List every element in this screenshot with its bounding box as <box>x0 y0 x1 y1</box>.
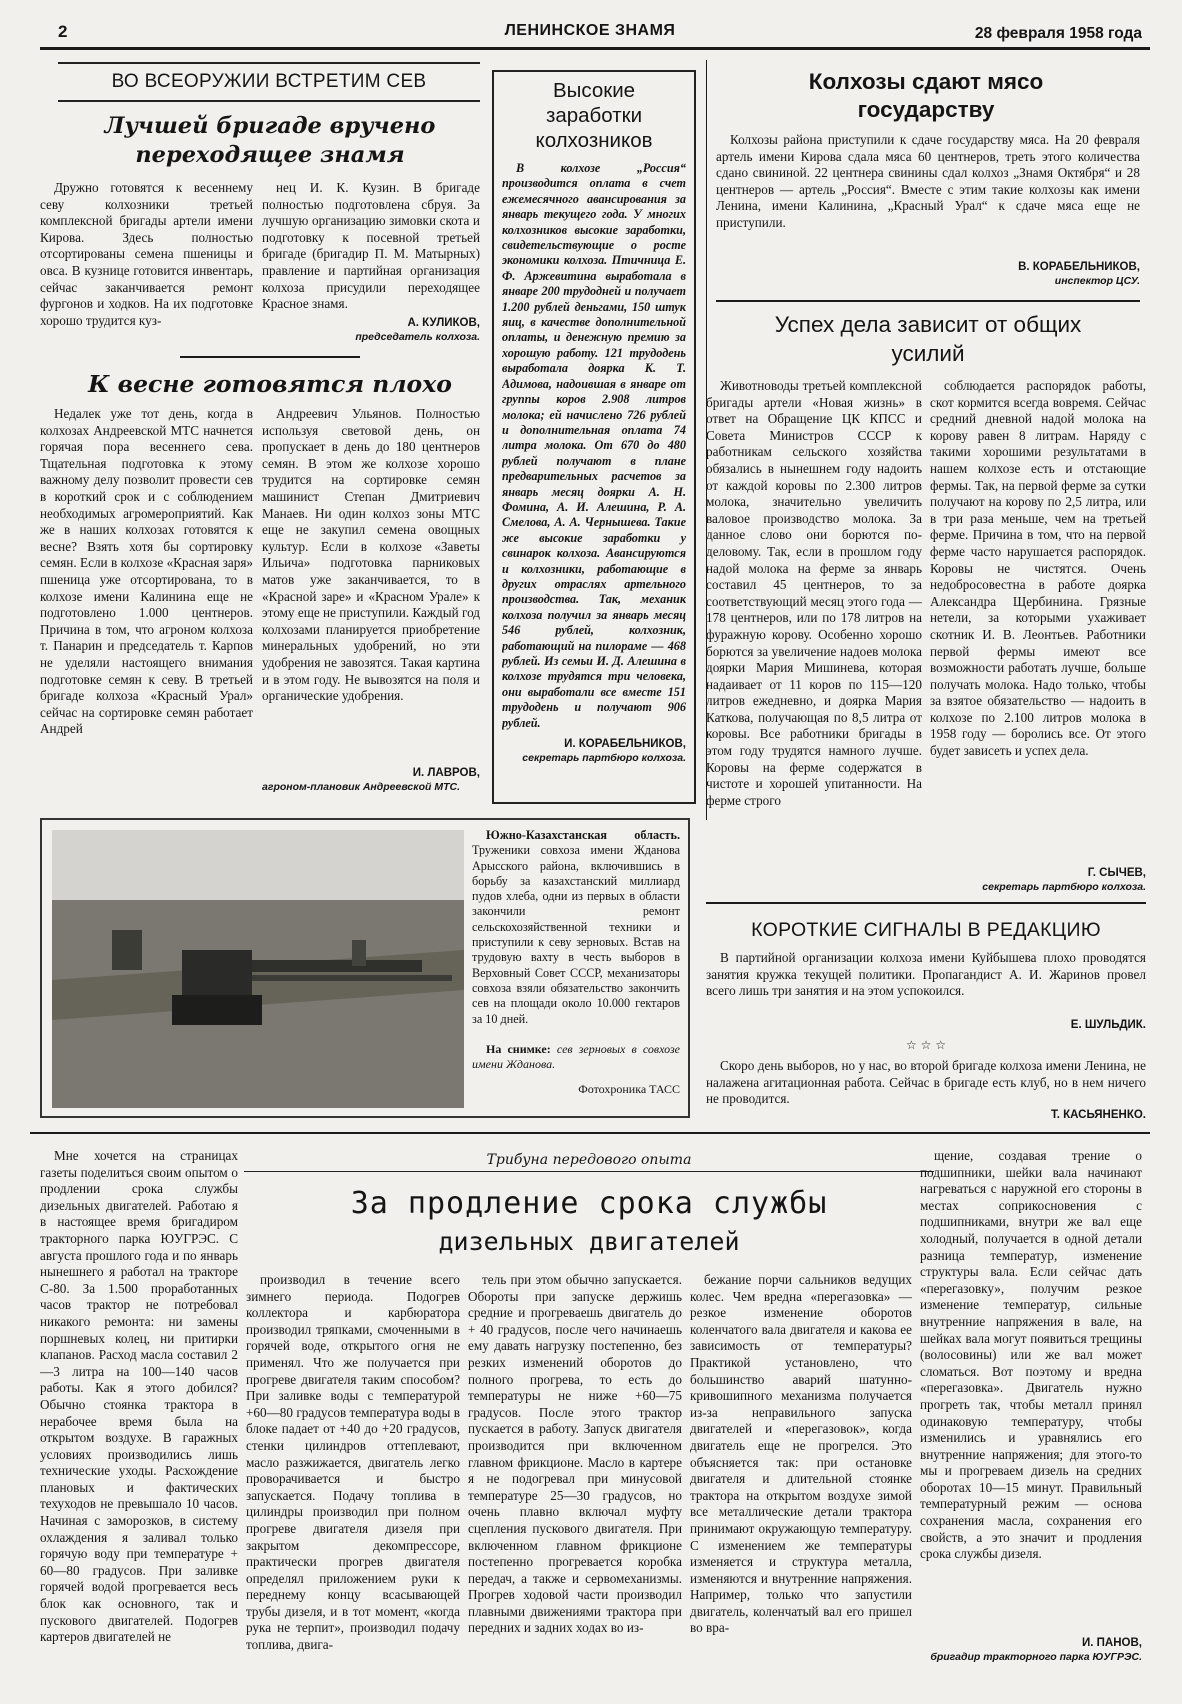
divider <box>716 300 1140 302</box>
tribune-col4: бежание порчи сальников ведущих колес. Чем вредна «перегазовка» — резкое изменение оборотов коленчатого вала двигателя и какова ее зависимость от температуры? Практикой установлено, что большинство аварий шатунно-кривошипного механизма получается из-за неправильного запуска двигателей и «перегазовок», когда двигатель еще не прогрелся. Это объясняется так: при остановке двигателя и длительной стоянке трактора на открытом воздухе зимой все металлические детали трактора принимают окружающую температуру. С изменением же температуры изменяется и структура металла, изменяются и внутренние напряжения. Например, только что запустили двигатель, коленчатый вал его пришел во вра- <box>690 1272 912 1636</box>
article4-headline-line2: государству <box>857 97 995 122</box>
article3-signature <box>502 737 686 765</box>
article3-headline <box>502 78 686 153</box>
article2-sig-title: агроном-плановик Андреевской МТС. <box>262 781 460 793</box>
article3-sig-title: секретарь партбюро колхоза. <box>522 752 686 764</box>
article2-sig-name: И. ЛАВРОВ, <box>412 767 480 779</box>
photo-credit: Фотохроника ТАСС <box>578 1082 680 1096</box>
article5-sig-name: Г. СЫЧЕВ, <box>1087 867 1146 879</box>
article5-headline <box>716 310 1140 372</box>
issue-date: 28 февраля 1958 года <box>974 25 1142 42</box>
article3-box <box>492 70 696 804</box>
tribune-sig-name: И. ПАНОВ, <box>1082 1637 1142 1649</box>
signals-item1-signature: Е. ШУЛЬДИК. <box>1070 1019 1146 1031</box>
photo-subject-text: сев зерновых в совхозе имени Жданова. <box>472 1042 680 1071</box>
tribune-col5: щение, создавая трение о подшипники, шейки вала начинают нагреваться с наружной его стороны в местах соприкосновения с подшипниками, внутри же вал еще холодный, получается в одной детали разница температур, изменение структуры вала. Если сейчас дать «перегазовку», получим резкое изменение температур, сильные внутренние напряжения в вале, на шейках вала могут появиться трещины (волосовины) или же вал может сломаться. Вот поэтому и вредна «перегазовка». Двигатель нужно прогреть так, чтобы металл принял одинаковую температуру, чтобы изменились и уравнялись его внутренние напряжения; для этого-то мы и прогреваем дизель на средних оборотах 10—15 минут. Правильный температурный режим — основа сохранения масла, сохранения его свойств, а это значит и продления срока службы дизеля. <box>920 1148 1142 1562</box>
article5-headline-line2: усилий <box>891 341 965 366</box>
photo-tractor-sowing <box>52 830 464 1108</box>
article1-signature <box>262 316 480 348</box>
tribune-col2: производил в течение всего зимнего периода. Подогрев коллектора и карбюратора производил тряпками, смоченными в горячей воде, открытого огня не применял. Что же получается при прогреве двигателя таким способом? При заливке воды с температурой +60—80 градусов температура воды в блоке падает от +40 до +20 градусов, стенки цилиндров оттеплевают, масло разжижается, двигатель легко проворачивается и быстро запускается. Подачу топлива в цилиндры производил при полном прогреве двигателя дизеля при закрытом декомпрессоре, практически прогрев двигателя определял приложением руки к переднему концу всасывающей трубы дизеля, и в тот момент, «когда рука не терпит», производил подачу топлива, двига- <box>246 1272 460 1653</box>
photo-caption-lead: Южно-Казахстанская область. <box>486 828 680 842</box>
article3-body: В колхозе „Россия“ производится оплата в счет ежемесячного авансирования за январь текущего года. У многих колхозников высокие заработки, свидетельствующие о росте экономики колхоза. Птичница Е. Ф. Аржевитина выработала в январе 200 трудодней и получает 1.200 рублей деньгами, 150 штук яиц, в качестве дополнительной оплаты, и денежную премию за хорошую работу. 121 трудодень выработала доярка К. Т. Адимова, надоившая в январе от группы коров 2.908 литров молока; ей начислено 726 рублей и дополнительная оплата 74 литра молока. От 670 до 480 рублей получают в плане предварительных расчетов за январь месяц доярки А. Н. Фомина, А. И. Алешина, Р. А. Смелова, А. А. Чернышева. Такие же высокие заработки у свинарок колхоза. Авансируются и колхозники, работающие в других отраслях артельного производства. Так, механик колхоза получил за январь месяц 546 рублей, колхозник, работающий на пилораме — 468 рублей. Из семьи И. Д. Алешина в колхозе трудятся три человека, они выработали все вместе 151 трудодень и получают 906 рублей. <box>502 161 686 730</box>
article1-headline-line2: переходящее знамя <box>135 142 405 168</box>
rubric-title: ВО ВСЕОРУЖИИ ВСТРЕТИМ СЕВ <box>111 71 427 92</box>
tribune-sig-title: бригадир тракторного парка ЮУГРЭС. <box>930 1651 1142 1663</box>
article1-sig-title: председатель колхоза. <box>355 331 480 343</box>
divider <box>180 356 360 358</box>
article3-headline-line2: заработки <box>545 104 643 127</box>
divider <box>706 902 1146 904</box>
article4-body: Колхозы района приступили к сдаче государству мяса. На 20 февраля артель имени Кирова сдала мяса 60 центнеров, треть этого количества сдано свининой. 22 центнера свинины сдал колхоз „Знамя Октября“ и 28 центнеров — артель „Россия“. Вместе с этим такие колхозы как имени Ленина, имени Калинина, „Красный Урал“ к сдаче мяса еще не приступили. <box>716 132 1140 230</box>
article1-headline-line1: Лучшей бригаде вручено <box>104 113 436 139</box>
section-rule <box>30 1132 1150 1134</box>
paper-name: ЛЕНИНСКОЕ ЗНАМЯ <box>504 22 676 39</box>
article5-signature <box>930 866 1146 898</box>
article4-headline <box>716 68 1136 128</box>
article1-sig-name: А. КУЛИКОВ, <box>407 317 480 329</box>
article5-headline-line1: Успех дела зависит от общих <box>774 312 1082 337</box>
article5-col2: соблюдается распорядок работы, скот кормится всегда вовремя. Сейчас средний дневной надой молока на корову равен 8 литрам. Наряду с такими хорошими результатами в нашем колхозе есть и отстающие фермы. Так, на первой ферме за сутки получают на корову по 2,5 литра, или в три раза меньше, чем на третьей ферме. Причина в том, что на первой ферме часто нарушается распорядок. Коровы не чистятся. Очень недобросовестна в работе доярка Александра Щербинина. Грязные нетели, за которыми ухаживает скотник И. В. Леонтьев. Работники первой фермы имеют все возможности работать лучше, больше получать молока. Надо только, чтобы за взятое обязательство — надоить в колхозе по 2.100 литров молока в 1958 году — боролись все. От этого будет зависеть и успех дела. <box>930 378 1146 759</box>
article2-headline: К весне готовятся плохо <box>88 370 452 398</box>
article3-sig-name: И. КОРАБЕЛЬНИКОВ, <box>564 738 686 750</box>
masthead-rule <box>40 47 1150 50</box>
photo-frame <box>40 818 690 1118</box>
tribune-signature <box>920 1636 1142 1698</box>
article4-sig-title: инспектор ЦСУ. <box>1054 275 1140 287</box>
article4-sig-name: В. КОРАБЕЛЬНИКОВ, <box>1018 261 1140 273</box>
signals-item2: Скоро день выборов, но у нас, во второй бригаде колхоза имени Ленина, не налажена агитационная работа. Сейчас в бригаде есть клуб, но в нем ничего не проводится. <box>706 1058 1146 1107</box>
article2-col1: Недалек уже тот день, когда в колхозах Андреевской МТС начнется горячая пора весеннего сева. Тщательная подготовка к этому важному делу позволит провести сев в короткий срок и с соблюдением необходимых агромероприятий. Как же в наших колхозах готовятся к весне? Взять хотя бы сортировку семян. Если в колхозе «Красная заря» пшеница уже отсортирована, то в колхозе имени Калинина еще не подготовлено 1.000 центнеров. Причина в том, что агроном колхоза т. Панарин и председатель т. Карпов не уделяли настоящего внимания подготовке семян к севу. В третьей бригаде колхоза «Красный Урал» сейчас на сортировке семян работает Андрей <box>40 406 253 737</box>
article3-headline-line1: Высокие <box>552 79 636 102</box>
photo-subject-label: На снимке: <box>486 1042 551 1056</box>
tribune-col3: тель при этом обычно запускается. Обороты при запуске держишь средние и прогреваешь двигатель до + 40 градусов, после чего начинаешь ему давать нагрузку постепенно, без резких изменений оборотов до полного прогрева, то есть до температуры не ниже +60—75 градусов. После этого трактор пускается в работу. Запуск двигателя производится при включенном главном фрикционе. Масло в картере я не подогревал при минусовой температуре 25—30 градусов, но очень плавно включал муфту сцепления пускового двигателя. При включенном главном фрикционе постепенно прогревается коробка передач, а также и сервомеханизмы. Прогрев ходовой части производил плавными движениями трактора при передних и задних ходах во из- <box>468 1272 682 1636</box>
article1-headline <box>50 112 490 174</box>
article1-col2: нец И. К. Кузин. В бригаде полностью подготовлена сбруя. За лучшую организацию зимовки скота и подготовку к посевной третьей бригаде (бригадир П. М. Матырных) правление и партийная организация колхоза присудили переходящее Красное знамя. <box>262 180 480 312</box>
signals-headline: КОРОТКИЕ СИГНАЛЫ В РЕДАКЦИЮ <box>751 919 1101 941</box>
tribune-headline-line1: За продление срока службы <box>350 1186 828 1221</box>
article2-signature <box>262 766 480 806</box>
photo-subject <box>472 1042 680 1076</box>
article2-col2: Андреевич Ульянов. Полностью используя световой день, он пропускает в день до 180 центнеров семян. В этом же колхозе хорошо трудится на сортировке семян машинист Степан Дмитриевич Манаев. Ни один колхоз зоны МТС еще не закупил семена овощных культур. Если в колхозе «Заветы Ильича» подготовка парниковых матов уже заканчивается, то в «Красной заре» и «Красном Урале» к этому еще не приступили. Каждый год колхозами планируется приобретение минеральных удобрений, но эти удобрения не завозятся. Такая картина и в этом году. Не вывозятся на поля и органические удобрения. <box>262 406 480 704</box>
photo-caption-text: Труженики совхоза имени Жданова Арысского района, включившись в борьбу за казахстанский миллиард пудов хлеба, одни из первых в области закончили ремонт сельскохозяйственной техники и приступили к севу зерновых. Встав на трудовую вахту в честь выборов в Верховный Совет СССР, механизаторы совхоза взяли обязательство закончить сев на площади около 10.000 гектаров за 10 дней. <box>472 843 680 1026</box>
signals-item1: В партийной организации колхоза имени Куйбышева плохо проводятся занятия кружка текущей политики. Пропагандист А. И. Жаринов провел всего лишь три занятия и на этом успокоился. <box>706 950 1146 999</box>
page-number: 2 <box>58 22 68 41</box>
article1-col1: Дружно готовятся к весеннему севу колхозники третьей комплексной бригады артели имени Кирова. Здесь полностью отсортированы семена пшеницы и овса. В кузнице готовится инвентарь, сейчас заканчивается ремонт фургонов и ходков. На их подготовке хорошо трудится куз- <box>40 180 253 328</box>
article5-col1: Животноводы третьей комплексной бригады артели «Новая жизнь» в ответ на Обращение ЦК КПСС и Совета Министров СССР к работникам сельского хозяйства обязались в нынешнем году надоить от каждой коровы по 2.300 литров молока, значительно увеличить валовое производство молока. За данное слово они борются по-деловому. Так, если в прошлом году надой молока на ферме за январь составил 45 центнеров, то за соответствующий месяц этого года — 178 центнеров, или по 178 литров на фуражную корову. Особенно хорошо борются за увеличение надоев молока доярки Мария Мишинева, которая надаивает от 11 коров по 115—120 литров ежедневно, и доярка Мария Каткова, получающая по 8,5 литра от коровы. Все работники бригады в этом году трудятся намного лучше. Коровы на ферме содержатся в чистоте и хорошей упитанности. На ферме строго <box>706 378 922 808</box>
tribune-headline-line2: дизельных двигателей <box>438 1227 740 1256</box>
tribune-col1: Мне хочется на страницах газеты поделиться своим опытом о продлении срока службы дизельных двигателей. Работаю я в настоящее время бригадиром тракторного парка ЮУГРЭС. С августа прошлого года и по январь нынешнего я работал на тракторе С-80. За 1.500 проработанных часов трактор не потребовал никакого ремонта: ни замены поршневых колец, ни притирки клапанов. Расход масла составил 2—3 литра на 100—140 часов работы. Как я этого добился? Обычно стоянка трактора в нерабочее время была на открытом воздухе. В гаражных условиях производились лишь технические уходы. Расхождение плановых и фактических техуходов не превышало 10 часов. Начиная с заморозков, в систему охлаждения я заливал только горячую воду при температуре + 60—80 градусов. При заливке горячей водой прогревается весь блок как основного, так и пускового двигателей. Подогрев картеров двигателей не <box>40 1148 238 1645</box>
signals-item2-signature: Т. КАСЬЯНЕНКО. <box>1051 1109 1146 1121</box>
article4-signature <box>716 260 1140 292</box>
rubric-box <box>58 62 480 102</box>
tractor-illustration <box>52 830 464 1108</box>
article3-headline-line3: колхозников <box>535 129 653 152</box>
article4-headline-line1: Колхозы сдают мясо <box>808 69 1044 94</box>
article5-sig-title: секретарь партбюро колхоза. <box>982 881 1146 893</box>
stars-separator: ☆ ☆ ☆ <box>906 1038 946 1052</box>
tribune-rubric: Трибуна передового опыта <box>244 1150 934 1172</box>
tribune-headline <box>244 1184 934 1268</box>
photo-caption <box>472 828 680 1040</box>
